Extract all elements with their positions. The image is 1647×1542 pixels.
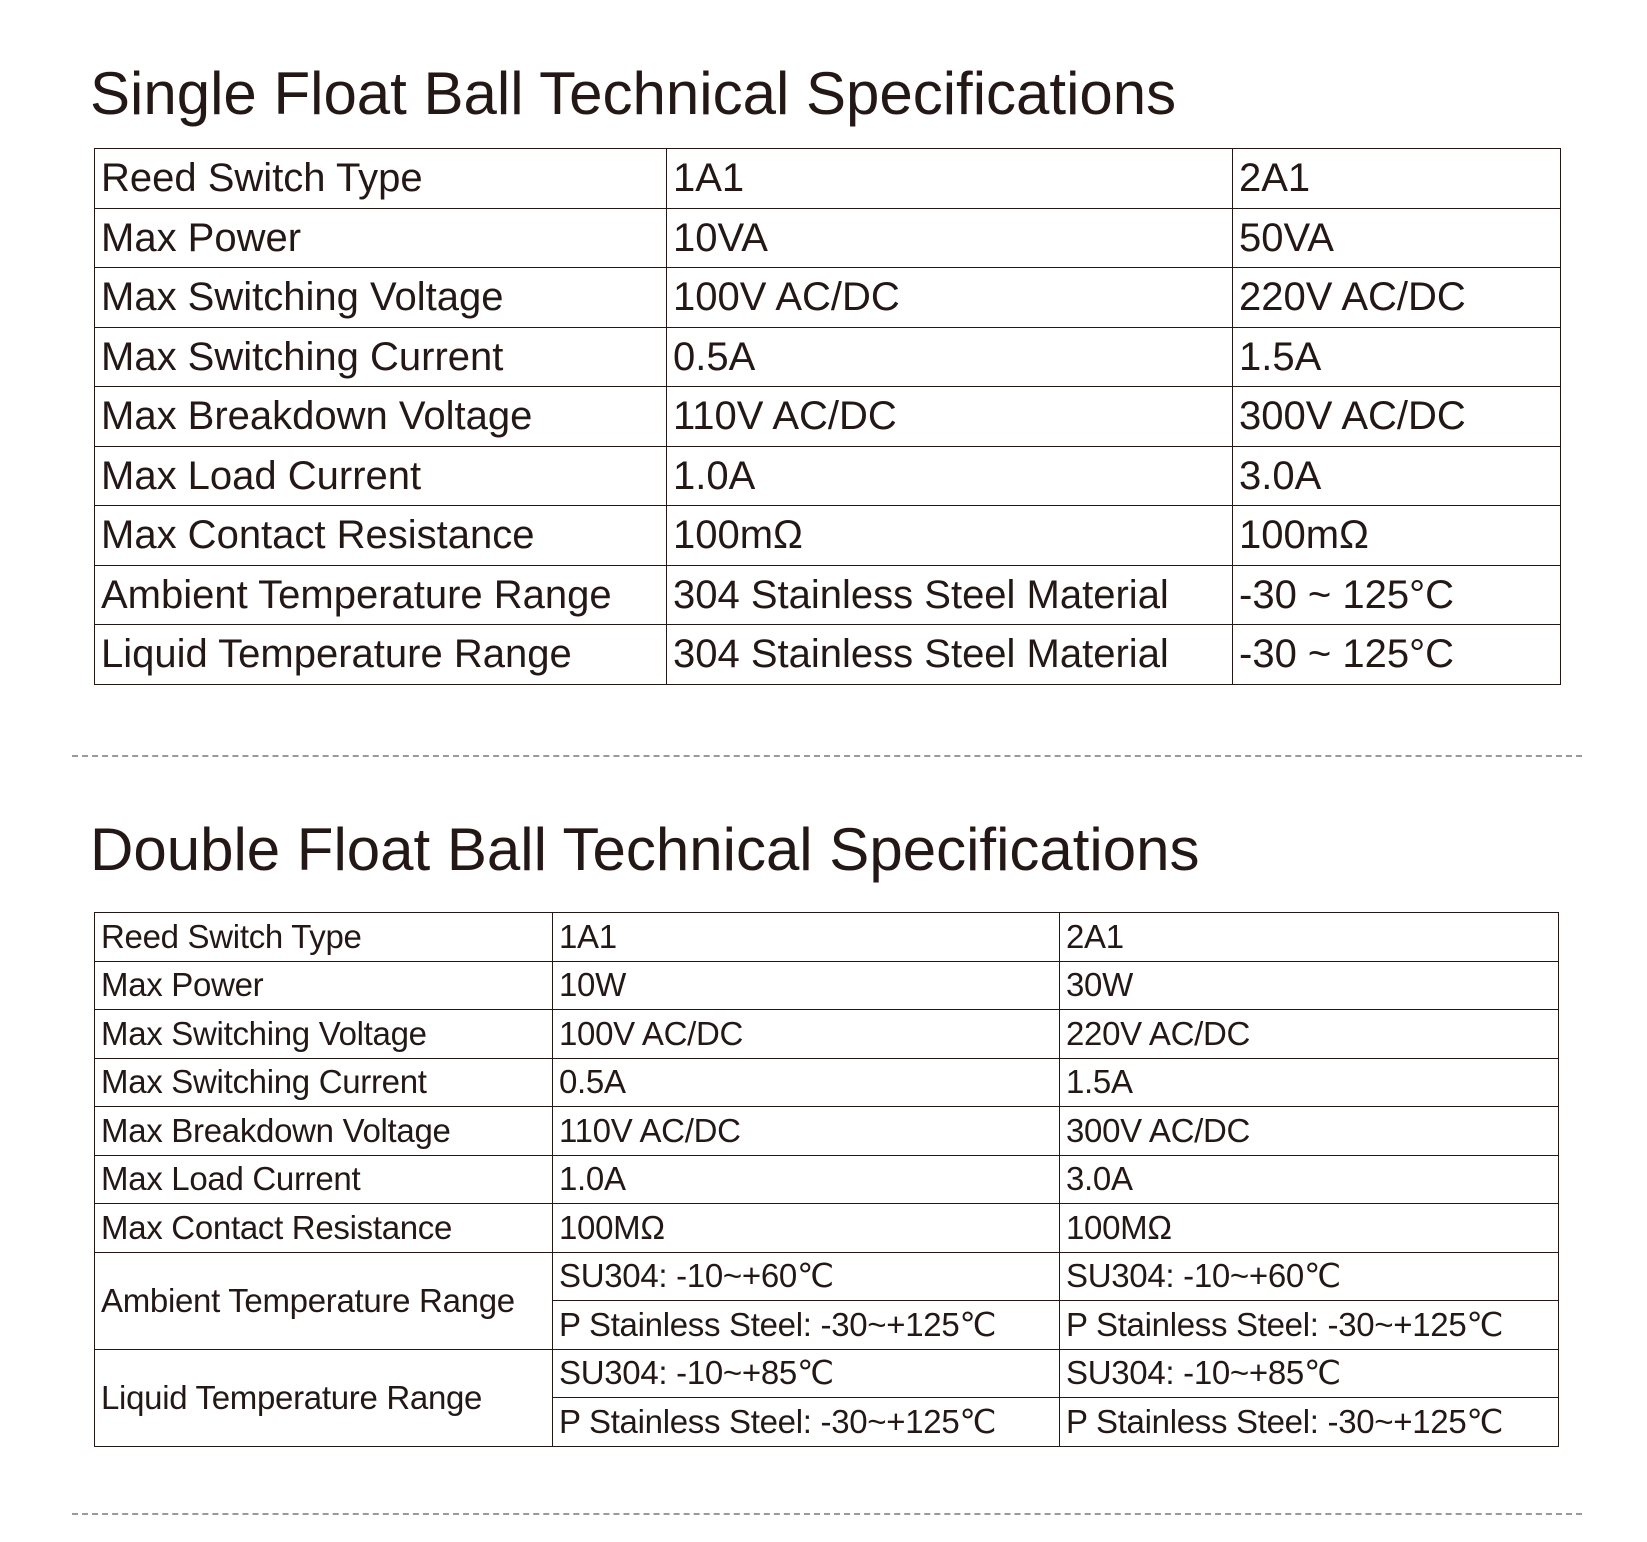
double-spec-title: Double Float Ball Technical Specifications	[90, 816, 1200, 883]
table-row	[95, 961, 1559, 1010]
spec-value-2a1: -30 ~ 125°C	[1233, 625, 1561, 685]
table-row	[95, 625, 1561, 685]
spec-value-2a1: 3.0A	[1060, 1155, 1559, 1204]
spec-label: Liquid Temperature Range	[95, 625, 667, 685]
spec-label: Max Switching Current	[95, 1058, 553, 1107]
table-row	[95, 1058, 1559, 1107]
spec-label: Max Breakdown Voltage	[95, 387, 667, 447]
table-row	[95, 1204, 1559, 1253]
spec-label: Max Load Current	[95, 1155, 553, 1204]
table-row	[95, 446, 1561, 506]
spec-value-2a1: P Stainless Steel: -30~+125℃	[1060, 1301, 1559, 1350]
spec-value-1a1: SU304: -10~+85℃	[553, 1349, 1060, 1398]
spec-label: Max Power	[95, 961, 553, 1010]
spec-label: Max Switching Current	[95, 327, 667, 387]
spec-label: Max Switching Voltage	[95, 268, 667, 328]
spec-value-2a1: 220V AC/DC	[1060, 1010, 1559, 1059]
table-row	[95, 1155, 1559, 1204]
spec-value-2a1: 50VA	[1233, 208, 1561, 268]
spec-value-2a1: 3.0A	[1233, 446, 1561, 506]
table-row	[95, 387, 1561, 447]
spec-value-1a1: 10W	[553, 961, 1060, 1010]
section-divider	[72, 755, 1582, 757]
table-row	[95, 913, 1559, 962]
table-row	[95, 149, 1561, 209]
spec-value-1a1: 304 Stainless Steel Material	[667, 625, 1233, 685]
table-row	[95, 1349, 1559, 1398]
spec-value-2a1: 300V AC/DC	[1233, 387, 1561, 447]
spec-value-1a1: 1A1	[667, 149, 1233, 209]
spec-label: Ambient Temperature Range	[95, 1252, 553, 1349]
spec-value-2a1: P Stainless Steel: -30~+125℃	[1060, 1398, 1559, 1447]
spec-value-2a1: SU304: -10~+60℃	[1060, 1252, 1559, 1301]
single-spec-title: Single Float Ball Technical Specifications	[90, 60, 1177, 127]
spec-label: Ambient Temperature Range	[95, 565, 667, 625]
spec-value-1a1: 0.5A	[667, 327, 1233, 387]
spec-value-1a1: 0.5A	[553, 1058, 1060, 1107]
spec-label: Liquid Temperature Range	[95, 1349, 553, 1446]
spec-value-1a1: 100V AC/DC	[553, 1010, 1060, 1059]
spec-value-1a1: 110V AC/DC	[553, 1107, 1060, 1156]
spec-value-2a1: 2A1	[1233, 149, 1561, 209]
section-divider	[72, 1513, 1582, 1515]
spec-value-1a1: 100mΩ	[667, 506, 1233, 566]
spec-label: Max Breakdown Voltage	[95, 1107, 553, 1156]
table-row	[95, 208, 1561, 268]
spec-label: Max Contact Resistance	[95, 506, 667, 566]
table-row	[95, 1252, 1559, 1301]
spec-value-1a1: 1.0A	[553, 1155, 1060, 1204]
table-row	[95, 1107, 1559, 1156]
spec-value-2a1: 2A1	[1060, 913, 1559, 962]
spec-value-2a1: 300V AC/DC	[1060, 1107, 1559, 1156]
single-spec-table	[94, 148, 1561, 685]
spec-value-2a1: 30W	[1060, 961, 1559, 1010]
spec-value-2a1: 1.5A	[1233, 327, 1561, 387]
table-row	[95, 565, 1561, 625]
spec-label: Max Switching Voltage	[95, 1010, 553, 1059]
spec-value-2a1: -30 ~ 125°C	[1233, 565, 1561, 625]
spec-value-1a1: P Stainless Steel: -30~+125℃	[553, 1398, 1060, 1447]
spec-label: Max Contact Resistance	[95, 1204, 553, 1253]
spec-value-2a1: 1.5A	[1060, 1058, 1559, 1107]
spec-value-1a1: 100MΩ	[553, 1204, 1060, 1253]
spec-label: Max Power	[95, 208, 667, 268]
spec-value-1a1: 304 Stainless Steel Material	[667, 565, 1233, 625]
spec-value-1a1: 100V AC/DC	[667, 268, 1233, 328]
spec-value-1a1: SU304: -10~+60℃	[553, 1252, 1060, 1301]
table-row	[95, 1010, 1559, 1059]
spec-value-1a1: 110V AC/DC	[667, 387, 1233, 447]
spec-value-2a1: 220V AC/DC	[1233, 268, 1561, 328]
table-row	[95, 268, 1561, 328]
spec-label: Reed Switch Type	[95, 149, 667, 209]
spec-label: Max Load Current	[95, 446, 667, 506]
spec-value-2a1: 100mΩ	[1233, 506, 1561, 566]
spec-label: Reed Switch Type	[95, 913, 553, 962]
spec-value-1a1: 10VA	[667, 208, 1233, 268]
spec-value-2a1: SU304: -10~+85℃	[1060, 1349, 1559, 1398]
spec-value-1a1: P Stainless Steel: -30~+125℃	[553, 1301, 1060, 1350]
table-row	[95, 327, 1561, 387]
table-row	[95, 506, 1561, 566]
spec-value-1a1: 1A1	[553, 913, 1060, 962]
double-spec-table	[94, 912, 1559, 1447]
spec-value-1a1: 1.0A	[667, 446, 1233, 506]
spec-value-2a1: 100MΩ	[1060, 1204, 1559, 1253]
